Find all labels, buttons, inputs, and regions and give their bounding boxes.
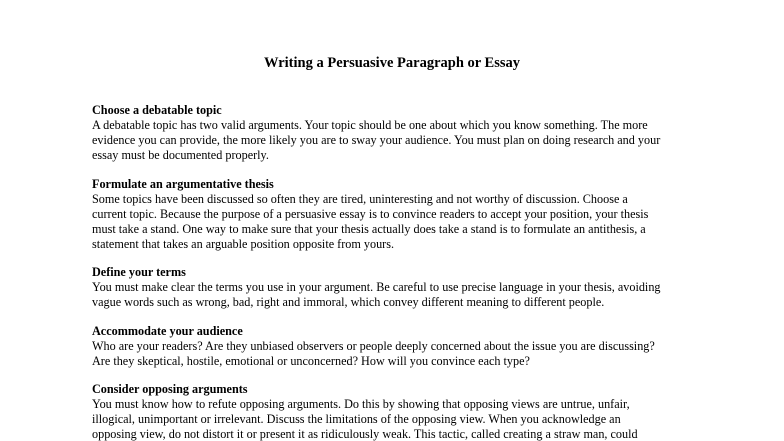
section-choose-topic [92, 103, 702, 163]
section-heading: Consider opposing arguments [92, 382, 248, 396]
section-text-line: You must make clear the terms you use in your argument. Be careful to use precise language in your thesis, avoiding [92, 280, 661, 294]
section-text-line: Who are your readers? Are they unbiased observers or people deeply concerned about the issue you are discussing? [92, 339, 655, 353]
section-heading: Define your terms [92, 265, 186, 279]
section-heading: Formulate an argumentative thesis [92, 177, 274, 191]
section-text-line: current topic. Because the purpose of a persuasive essay is to convince readers to accept your position, your thesis [92, 207, 649, 221]
section-text-line: vague words such as wrong, bad, right and immoral, which convey different meaning to different people. [92, 295, 605, 309]
section-text-line: Some topics have been discussed so often they are tired, uninteresting and not worthy of discussion. Choose a [92, 192, 628, 206]
document-title: Writing a Persuasive Paragraph or Essay [263, 55, 521, 71]
section-text-line: Are they skeptical, hostile, emotional or unconcerned? How will you convince each type? [92, 354, 530, 368]
section-text-line: evidence you can provide, the more likely you are to sway your audience. You must plan on doing research and your [92, 133, 661, 147]
section-heading: Accommodate your audience [92, 324, 243, 338]
section-text-line: must take a stand. One way to make sure that your thesis actually does take a stand is to formulate an antithesis, a [92, 222, 646, 236]
section-text-line: statement that takes an arguable position opposite from yours. [92, 237, 395, 251]
section-opposing-arguments [92, 382, 702, 441]
section-text-line: essay must be documented properly. [92, 148, 269, 162]
section-text-line: A debatable topic has two valid arguments. Your topic should be one about which you know something. The more [92, 118, 648, 132]
section-accommodate-audience [92, 324, 702, 369]
section-define-terms [92, 265, 702, 310]
section-text-line: illogical, unimportant or irrelevant. Discuss the limitations of the opposing view. When you acknowledge an [92, 412, 621, 426]
section-text-line: You must know how to refute opposing arguments. Do this by showing that opposing views are untrue, unfair, [92, 397, 630, 411]
section-formulate-thesis [92, 177, 702, 252]
section-heading: Choose a debatable topic [92, 103, 222, 117]
section-text-line: opposing view, do not distort it or present it as ridiculously weak. This tactic, called creating a straw man, could [92, 427, 638, 441]
